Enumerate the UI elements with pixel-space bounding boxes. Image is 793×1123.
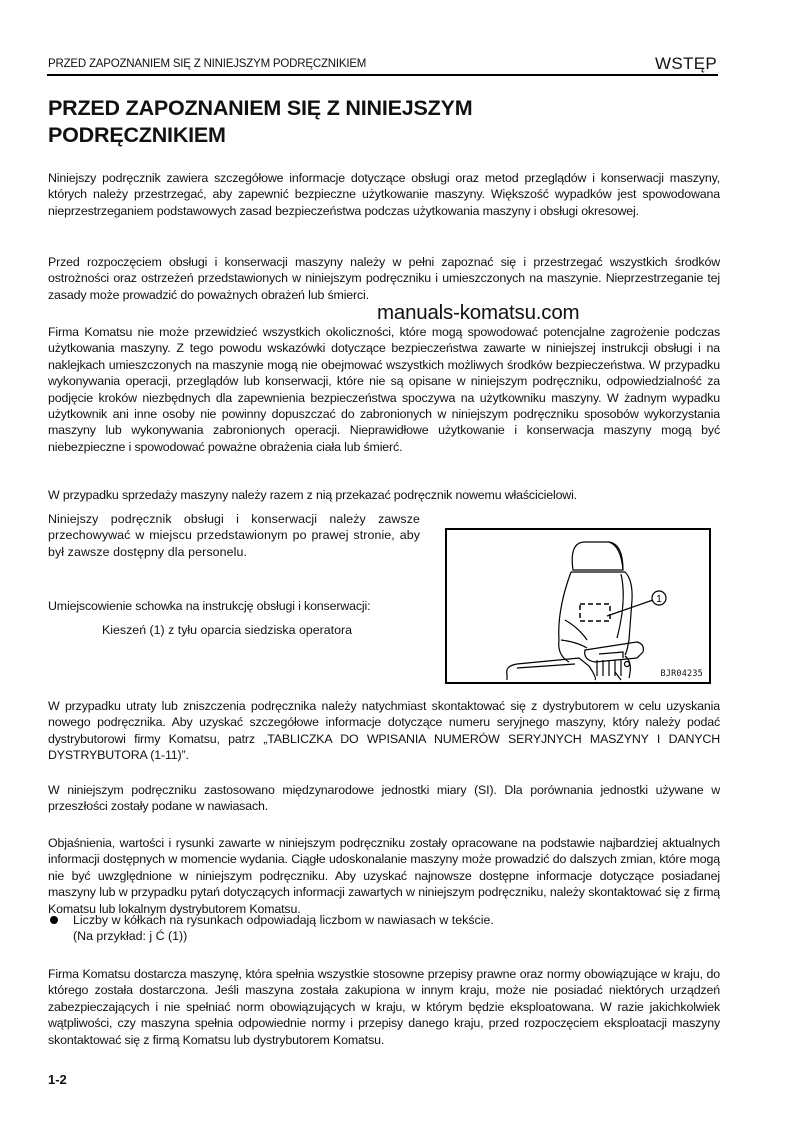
operator-seat-figure	[445, 528, 711, 684]
paragraph-si-units: W niniejszym podręczniku zastosowano międzynarodowe jednostki miary (SI). Dla porównania jednostki używane w przeszłości zostały podane w nawiasach.	[48, 783, 720, 814]
page-title	[48, 95, 472, 149]
paragraph-storage-location: Umiejscowienie schowka na instrukcję obsługi i konserwacji:	[48, 599, 371, 613]
paragraph-regulations: Firma Komatsu dostarcza maszynę, która spełnia wszystkie stosowne przepisy prawne oraz normy obowiązujące w kraju, do którego została dostarczona. Jeśli maszyna została zakupiona w innym kraju, może nie posiadać niektórych urządzeń zabezpieczających i nie spełniać norm obowiązujących w kraju, w którym będzie eksploatowana. W razie jakichkolwiek wątpliwości, czy maszyna spełnia odpowiednie normy i przepisy danego kraju, przed rozpoczęciem eksploatacji maszyny skontaktować się z firmą Komatsu lub dystrybutorem Komatsu.	[48, 967, 720, 1047]
bullet-icon	[50, 916, 58, 924]
storage-location-detail: Kieszeń (1) z tyłu oparcia siedziska operatora	[102, 623, 352, 637]
bullet-text-line-2: (Na przykład: j Ć (1))	[73, 929, 188, 943]
running-header-title: PRZED ZAPOZNANIEM SIĘ Z NINIEJSZYM PODRĘCZNIKIEM	[48, 58, 367, 70]
paragraph-precautions: Przed rozpoczęciem obsługi i konserwacji maszyny należy w pełni zapoznać się i przestrzegać wszystkich środków ostrożności oraz ostrzeżeń przedstawionych w niniejszym podręczniku i umieszczonych na maszynie. Nieprzestrzeganie tej zasady może prowadzić do poważnych obrażeń lub śmierci.	[48, 255, 720, 302]
paragraph-resale: W przypadku sprzedaży maszyny należy razem z nią przekazać podręcznik nowemu właścicielowi.	[48, 488, 577, 502]
paragraph-continuous-improvement: Objaśnienia, wartości i rysunki zawarte w niniejszym podręczniku zostały opracowane na podstawie najbardziej aktualnych informacji dostępnych w momencie wydania. Ciągłe udoskonalanie maszyny może prowadzić do dalszych zmian, które mogą nie być uwzględnione w niniejszym podręczniku. Aby uzyskać najnowsze dostępne informacje dotyczące posiadanej maszyny lub w przypadku pytań dotyczących informacji zawartych w niniejszym podręczniku, należy skontaktować się z firmą Komatsu lub lokalnym dystrybutorem Komatsu.	[48, 836, 720, 916]
operator-seat-illustration-icon	[447, 530, 709, 682]
paragraph-storage: Niniejszy podręcznik obsługi i konserwacji należy zawsze przechowywać w miejscu przedstawionym po prawej stronie, aby był zawsze dostępny dla personelu.	[48, 512, 420, 559]
figure-callout-number: 1	[656, 594, 662, 605]
page-title-line-2: PODRĘCZNIKIEM	[48, 123, 226, 147]
watermark-text: manuals-komatsu.com	[377, 301, 580, 324]
header-divider	[47, 74, 718, 76]
page-title-line-1: PRZED ZAPOZNANIEM SIĘ Z NINIEJSZYM	[48, 96, 473, 120]
paragraph-lost-manual: W przypadku utraty lub zniszczenia podręcznika należy natychmiast skontaktować się z dystrybutorem w celu uzyskania nowego podręcznika. Aby uzyskać szczegółowe informacje dotyczące numeru seryjnego maszyny, który należy podać dystrybutorowi firmy Komatsu, patrz „TABLICZKA DO WPISANIA NUMERÓW SERYJNYCH MASZYNY I DANYCH DYSTRYBUTORA (1-11)”.	[48, 699, 720, 763]
section-tag: WSTĘP	[655, 54, 717, 73]
paragraph-intro: Niniejszy podręcznik zawiera szczegółowe informacje dotyczące obsługi oraz metod przeglądów i konserwacji maszyny, których należy przestrzegać, aby zapewnić bezpieczne użytkowanie maszyny. Większość wypadków jest spowodowana nieprzestrzeganiem podstawowych zasad bezpieczeństwa podczas użytkowania maszyny i obsługi okresowej.	[48, 171, 720, 218]
figure-code-label: BJR04235	[660, 669, 703, 679]
paragraph-komatsu-liability: Firma Komatsu nie może przewidzieć wszystkich okoliczności, które mogą spowodować potencjalne zagrożenie podczas użytkowania maszyny. Z tego powodu wskazówki dotyczące bezpieczeństwa zawarte w niniejszej instrukcji obsługi i na naklejkach umieszczonych na maszynie mogą nie obejmować wszystkich możliwych środków bezpieczeństwa. W przypadku wykonywania operacji, przeglądów lub konserwacji, które nie są opisane w niniejszym podręczniku, odpowiedzialność za podjęcie kroków niezbędnych dla zapewnienia bezpieczeństwa spoczywa na użytkowniku maszyny. W żadnym wypadku użytkownik ani inne osoby nie powinny dopuszczać do zabronionych w niniejszym podręczniku sposobów wykorzystania maszyny lub wykonywania zabronionych operacji. Nieprawidłowe użytkowanie i konserwacja maszyny mogą być niebezpieczne i spowodować poważne obrażenia ciała lub śmierć.	[48, 325, 720, 454]
bullet-text-line-1: Liczby w kółkach na rysunkach odpowiadają liczbom w nawiasach w tekście.	[73, 913, 494, 927]
page-number: 1-2	[48, 1072, 67, 1087]
